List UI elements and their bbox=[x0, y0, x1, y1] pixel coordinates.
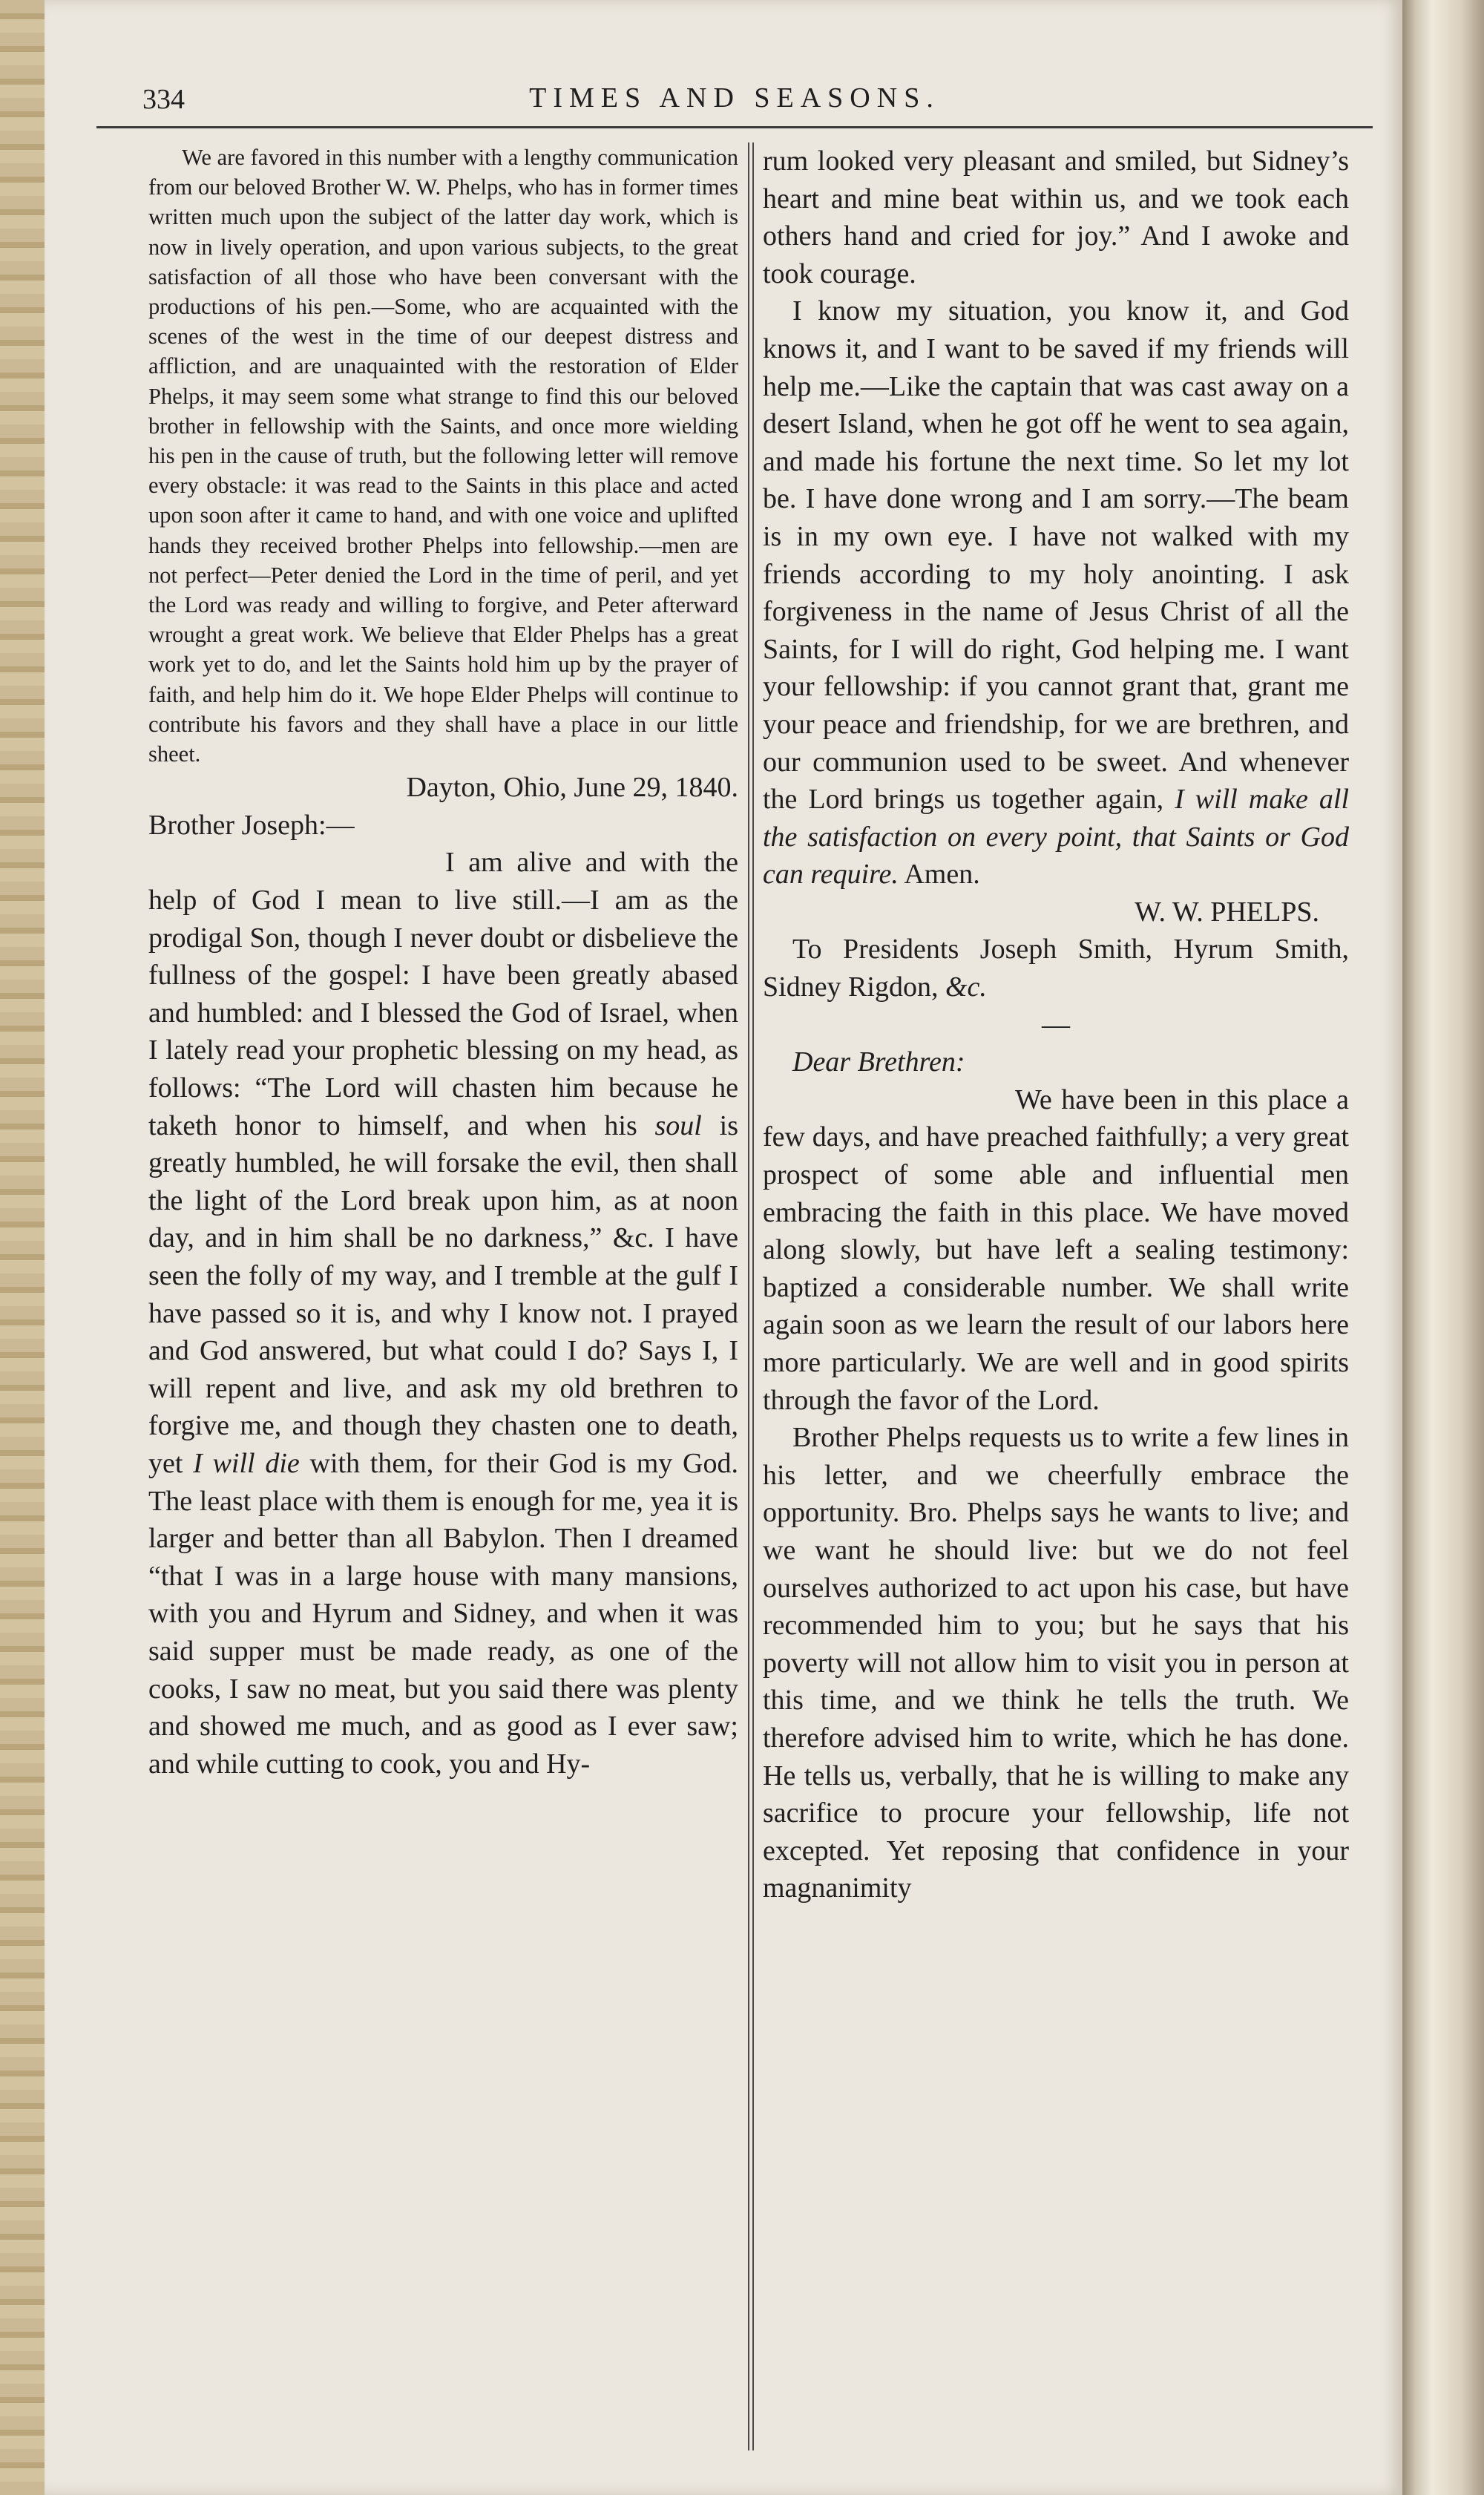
page-number: 334 bbox=[142, 84, 185, 115]
letter-paragraph bbox=[148, 844, 738, 1783]
letter-dateline: Dayton, Ohio, June 29, 1840. bbox=[406, 772, 738, 804]
editorial-intro: We are favored in this number with a lengthy communication from our beloved Brother W. W. Phelps, who has in former times written much upon the subject of the latter day work, which is now in lively operation, and upon various subjects, to the great satisfaction of all those who have been conversant with the productions of his pen.—Some, who are acquainted with the scenes of the west in the time of our deepest distress and affliction, and are unaquainted with the restoration of Elder Phelps, it may seem some what strange to find this our beloved brother in fellowship with the Saints, and once more wielding his pen in the cause of truth, but the following letter will remove every obstacle: it was read to the Saints in this place and acted upon soon after it came to hand, and with one voice and uplifted hands they received brother Phelps into fellowship.—men are not perfect—Peter denied the Lord in the time of peril, and yet the Lord was ready and willing to forgive, and Peter afterward wrought a great work. We believe that Elder Phelps has a great work yet to do, and let the Saints hold him up by the prayer of faith, and help him do it. We hope Elder Phelps will continue to contribute his favors and they shall have a place in our little sheet. bbox=[148, 145, 738, 767]
left-column bbox=[148, 142, 738, 1783]
letter-emphasis: I will die bbox=[193, 1447, 300, 1479]
column-rule bbox=[748, 142, 749, 2450]
letter-text: is greatly humbled, he will forsake the evil, then shall the light of the Lord break upon him, as at noon day, and in him shall be no darkness,” &c. I have seen the folly of my way, and I tremble at the gulf I have passed so it is, and why I know not. I prayed and God answered, but what could I do? Says I, I will repent and live, and ask my old brethren to forgive me, and though they chasten one to death, yet bbox=[148, 1109, 738, 1479]
column-rule bbox=[752, 142, 754, 2450]
letter-paragraph: Brother Phelps requests us to write a few lines in his letter, and we cheerfully embrace the opportunity. Bro. Phelps says he wants to live; and we want he should live: but we do not feel ourselves authorized to act upon his case, but have recommended him to you; but he says that his poverty will not allow him to visit you in person at this time, and we think he tells the truth. We therefore advised him to write, which he has done. He tells us, verbally, that he is willing to make any sacrifice to procure your fellowship, life not excepted. Yet reposing that confidence in your magnanimity bbox=[763, 1422, 1349, 1904]
letter-salutation: Brother Joseph:— bbox=[148, 809, 355, 841]
letter-text: with them, for their God is my God. The least place with them is enough for me, yea it is larger and better than all Babylon. Then I dreamed “that I was in a large house with many mansions, with you and Hyrum and Sidney, and when it was said supper must be made ready, as one of the cooks, I saw no meat, but you said there was plenty and showed me much, and as good as I ever saw; and while cutting to cook, you and Hy- bbox=[148, 1447, 738, 1780]
letter-emphasis: soul bbox=[654, 1109, 702, 1141]
book-page-edge bbox=[0, 0, 45, 2495]
letter-text: I am alive and with the help of God I mean to live still.—I am as the prodigal Son, though I never doubt or disbelieve the fullness of the gospel: I have been greatly abased and humbled: and I blessed the God of Israel, when I lately read your prophetic blessing on my head, as follows: “The Lord will chasten him because he taketh honor to himself, and when his bbox=[148, 847, 738, 1141]
second-salutation: Dear Brethren: bbox=[792, 1046, 965, 1078]
right-column bbox=[763, 142, 1349, 1907]
letter-signature: W. W. PHELPS. bbox=[1135, 896, 1319, 928]
letter-address bbox=[763, 931, 1349, 1006]
page-header bbox=[96, 80, 1373, 128]
letter-paragraph bbox=[763, 292, 1349, 894]
letter-emphasis: I will make all the satisfaction on every point, that Saints or God can require. bbox=[763, 784, 1350, 891]
letter-text: I know my situation, you know it, and God knows it, and I want to be saved if my friends will help me.—Like the captain that was cast away on a desert Island, when he got off he went to sea again, and made his fortune the next time. So let my lot be. I have done wrong and I am sorry.—The beam is in my own eye. I have not walked with my friends according to my holy anointing. I ask forgiveness in the name of Jesus Christ of all the Saints, for I will do right, God helping me. I want your fellowship: if you cannot grant that, grant me your peace and friendship, for we are brethren, and our communion used to be sweet. And whenever the Lord brings us together again, bbox=[763, 295, 1349, 816]
letter-text: Amen. bbox=[898, 859, 980, 891]
letter-continuation: rum looked very pleasant and smiled, but Sidney’s heart and mine beat within us, and we took each others hand and cried for joy.” And I awoke and took courage. bbox=[763, 145, 1349, 289]
section-divider: — bbox=[1042, 1009, 1070, 1040]
running-title: TIMES AND SEASONS. bbox=[529, 82, 940, 114]
address-etc: &c. bbox=[945, 971, 987, 1003]
address-text: To Presidents Joseph Smith, Hyrum Smith, Sidney Rigdon, bbox=[763, 934, 1349, 1003]
letter-paragraph: We have been in this place a few days, and have preached faithfully; a very great prospect of some able and influential men embracing the faith in this place. We have moved along slowly, but have left a sealing testimony: baptized a considerable number. We shall write again soon as we learn the result of our labors here more particularly. We are well and in good spirits through the favor of the Lord. bbox=[763, 1083, 1349, 1416]
book-spine bbox=[1402, 0, 1484, 2495]
